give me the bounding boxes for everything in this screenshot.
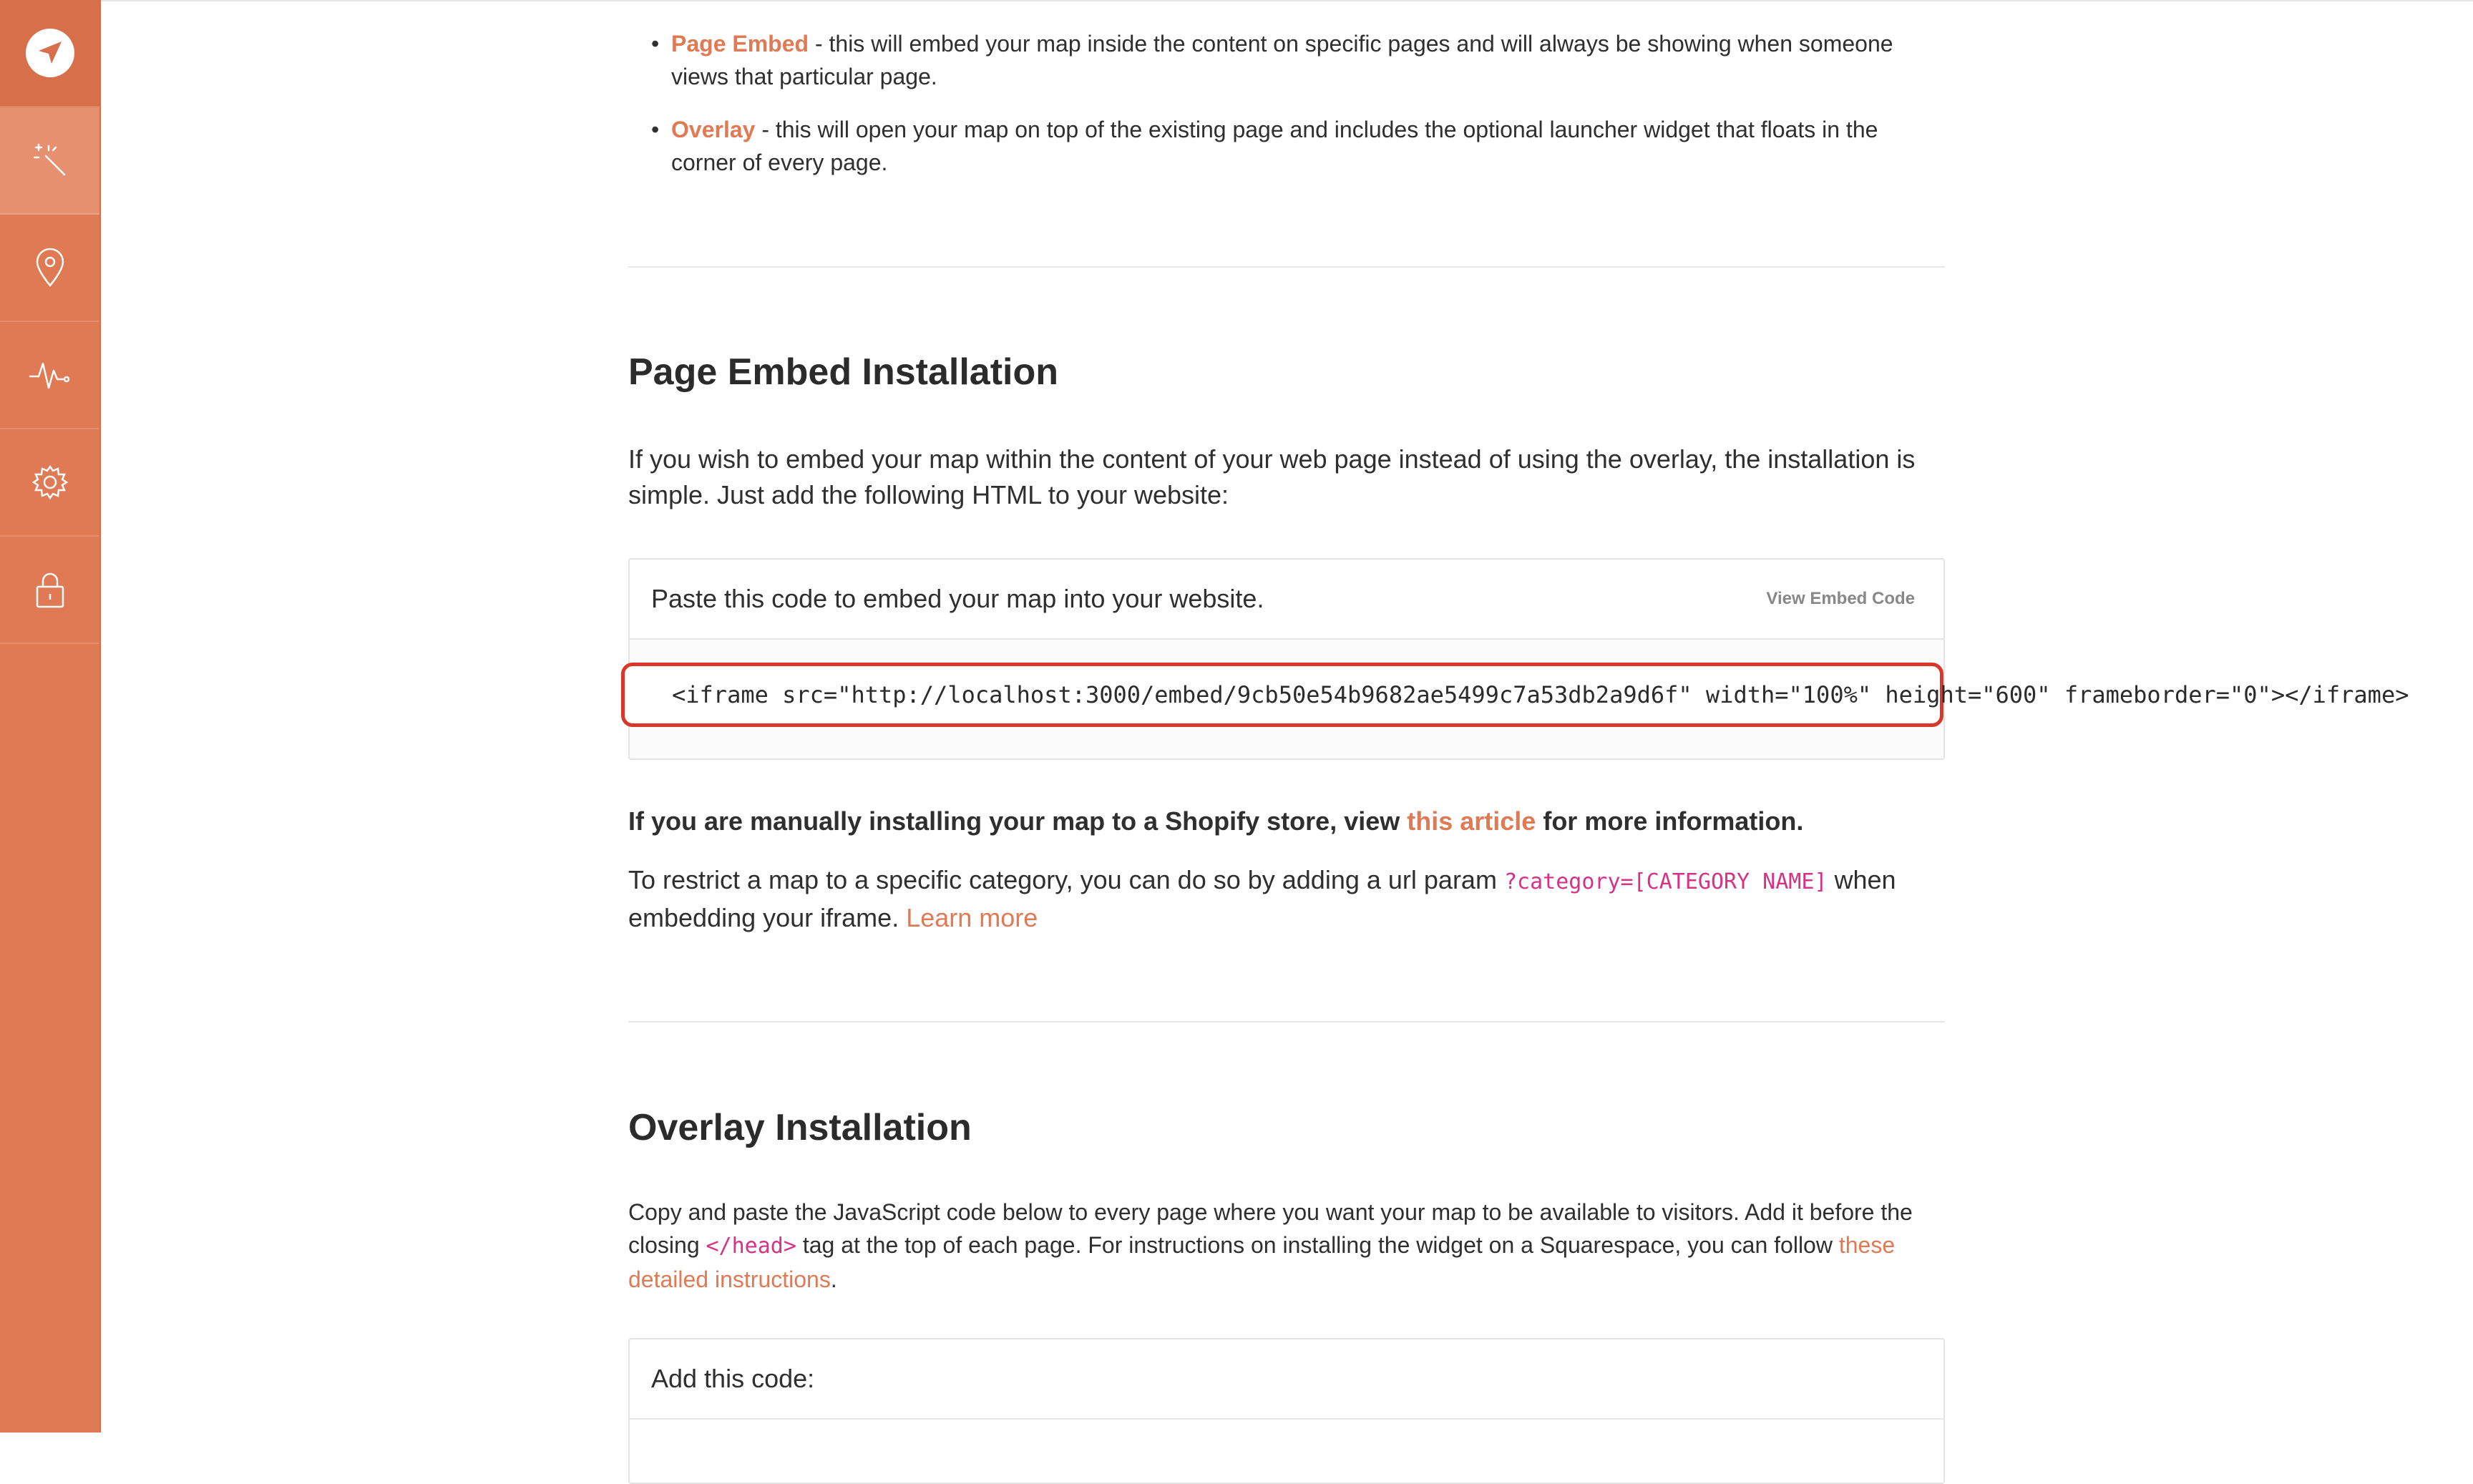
shopify-article-link[interactable]: this article [1407,806,1536,836]
sidebar-item-design[interactable] [0,107,99,215]
overlay-code-label: Add this code: [651,1364,815,1393]
page-embed-title: Page Embed Installation [628,351,1059,393]
page-embed-description: If you wish to embed your map within the content of your web page instead of using the overlay, the installation is simple. Just add the following HTML to your website: [628,444,1916,509]
page-embed-term: Page Embed [671,31,809,57]
sidebar-item-analytics[interactable] [0,322,99,429]
sidebar [0,0,101,1432]
section-divider [628,266,1945,268]
overlay-title: Overlay Installation [628,1107,972,1148]
category-note-text: To restrict a map to a specific category, you can do so by adding a url param [628,865,1504,894]
view-embed-code-button[interactable]: View Embed Code [1766,589,1915,608]
embed-code-label: Paste this code to embed your map into your website. [651,584,1264,613]
learn-more-link[interactable]: Learn more [906,903,1038,932]
category-param-code: ?category=[CATEGORY NAME] [1503,869,1828,894]
overlay-description [628,1196,1945,1296]
overlay-desc-end: . [830,1266,837,1292]
sidebar-item-locations[interactable] [0,215,99,322]
overlay-code-box [628,1338,1945,1484]
navigation-arrow-icon [24,27,76,79]
overlay-term: Overlay [671,117,756,142]
squarespace-instructions-link[interactable]: these detailed instructions [628,1232,1896,1292]
embed-code-field[interactable]: <iframe src="http://localhost:3000/embed/9cb50e54b9682ae5499c7a53db2a9d6f" width="100%" height="600" frameborder="0"></iframe> [621,663,1943,727]
head-tag-code: </head> [706,1234,796,1259]
window-top-border [0,0,2473,1]
magic-wand-icon [31,142,69,179]
embed-code-box [628,558,2409,760]
overlay-desc-text: Copy and paste the JavaScript code below to every page where you want your map to be available to visitors. Add it before the closing [628,1199,1913,1258]
overlay-description: - this will open your map on top of the existing page and includes the optional launcher widget that floats in the corner of every page. [671,117,1878,175]
list-item [628,113,1945,179]
shopify-note-text: If you are manually installing your map to a Shopify store, view [628,806,1408,836]
gear-icon [31,464,69,501]
sidebar-logo-button[interactable] [0,0,99,107]
install-options-list [628,27,1945,199]
category-restrict-note [628,862,1945,936]
overlay-desc-middle: tag at the top of each page. For instructions on installing the widget on a Squarespace, you can follow [796,1232,1839,1258]
shopify-note-end: for more information. [1536,806,1804,836]
shopify-note [628,804,1945,839]
section-divider [628,1021,1945,1022]
sidebar-item-security[interactable] [0,537,99,644]
category-note-after: when embedding your iframe. [628,865,1896,932]
embed-code-box-header [630,560,1943,640]
list-item [628,27,1945,93]
overlay-code-box-header [630,1339,1943,1420]
map-pin-icon [34,248,66,288]
page-embed-description: - this will embed your map inside the content on specific pages and will always be showing when someone views that particular page. [671,31,1893,89]
embed-code-area [630,640,2409,758]
lock-icon [34,570,66,610]
sidebar-item-settings[interactable] [0,429,99,537]
activity-pulse-icon [29,358,72,392]
